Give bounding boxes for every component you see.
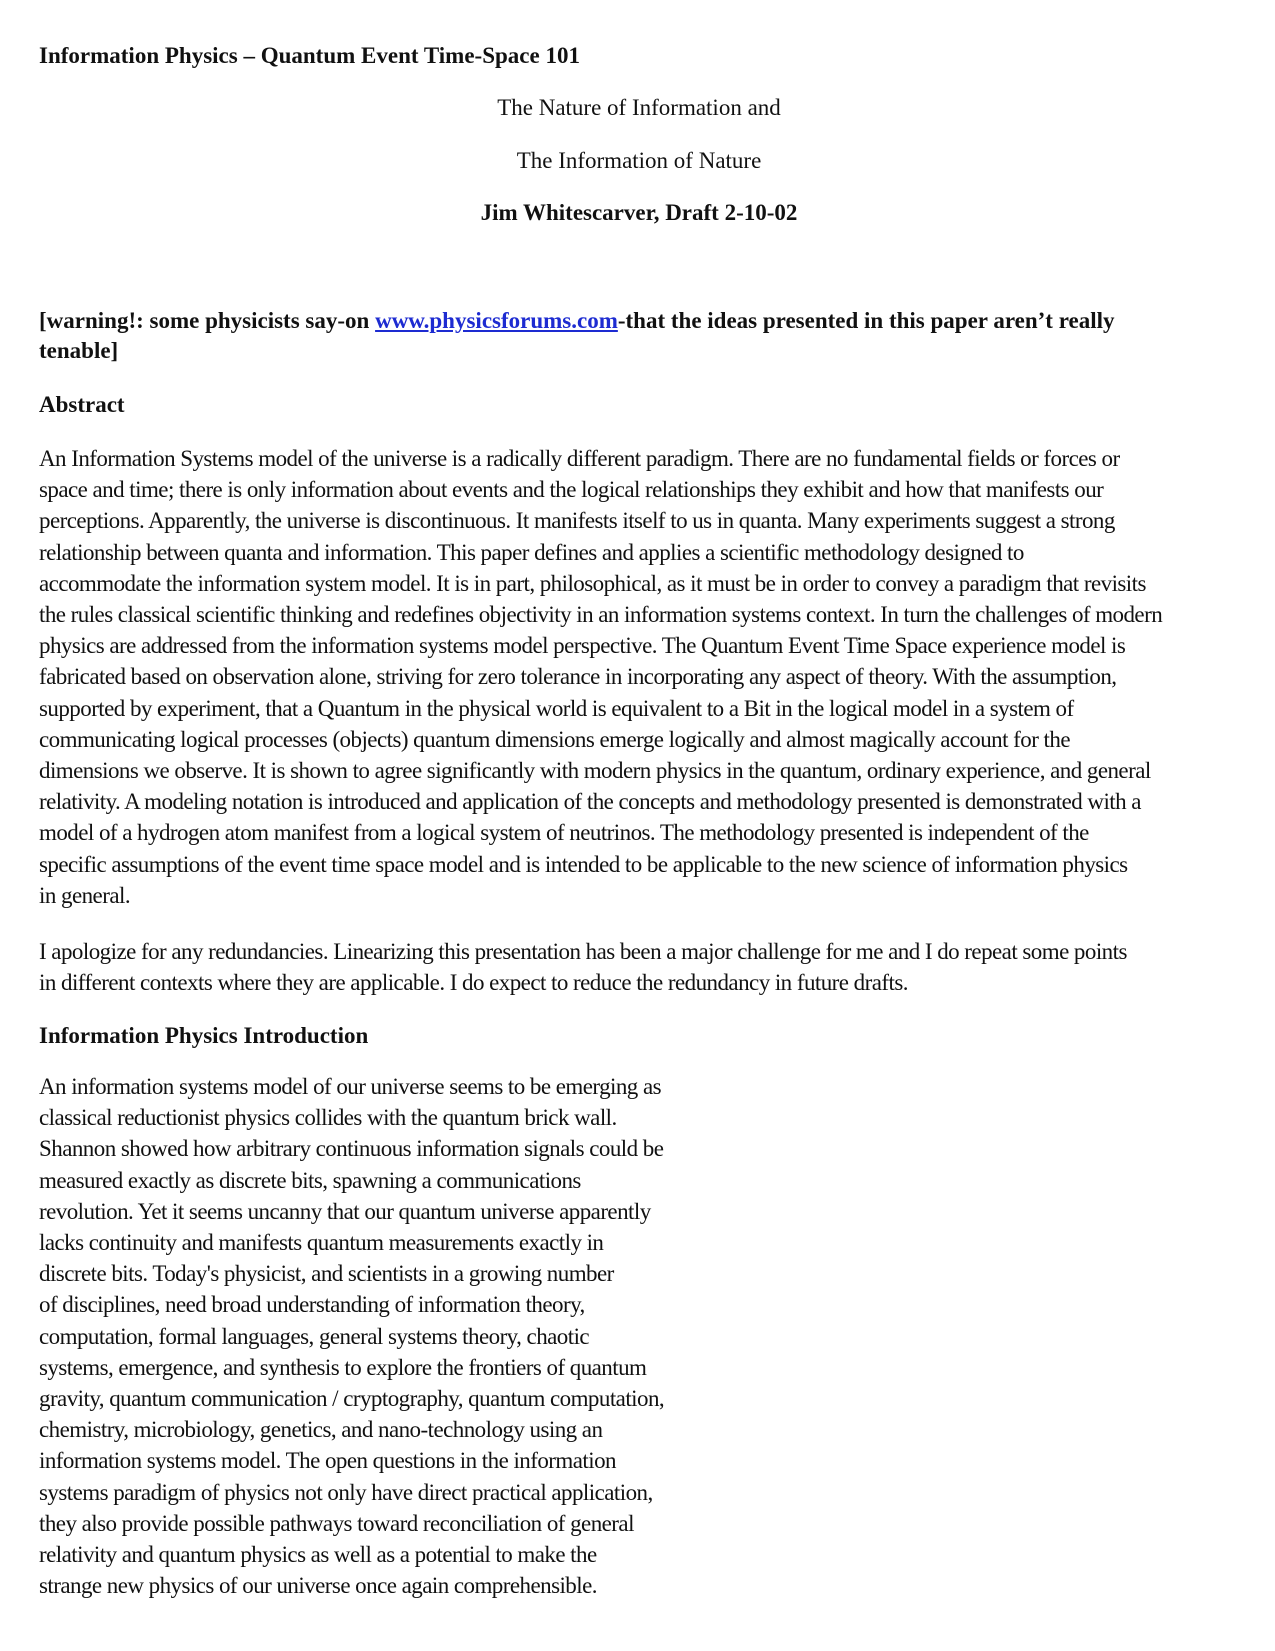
abstract-line: model of a hydrogen atom manifest from a logical system of neutrinos. The methodology presented is independent of the: [39, 820, 1089, 846]
apology-paragraph: [39, 936, 1239, 998]
warning-suffix: -that the ideas presented in this paper aren’t really: [617, 308, 1115, 333]
intro-line: systems paradigm of physics not only have direct practical application,: [39, 1479, 653, 1505]
document-heading: Information Physics – Quantum Event Time-Space 101: [39, 43, 580, 68]
title-line-1: The Nature of Information and: [497, 95, 781, 120]
author-line: Jim Whitescarver, Draft 2-10-02: [480, 200, 798, 225]
abstract-line: space and time; there is only information about events and the logical relationships they exhibit and how that manifests our: [39, 477, 1104, 503]
warning-line-2: tenable]: [39, 338, 119, 363]
warning-prefix: [warning!: some physicists say-on: [39, 308, 376, 333]
introduction-paragraph: [39, 1071, 719, 1601]
abstract-line: relationship between quanta and information. This paper defines and applies a scientific methodology designed to: [39, 539, 1024, 565]
warning-note: [39, 306, 1239, 366]
intro-line: lacks continuity and manifests quantum measurements exactly in: [39, 1230, 604, 1256]
intro-line: discrete bits. Today's physicist, and scientists in a growing number: [39, 1261, 614, 1287]
intro-line: strange new physics of our universe once again comprehensible.: [39, 1573, 597, 1599]
intro-line: Shannon showed how arbitrary continuous information signals could be: [39, 1136, 664, 1162]
intro-line: of disciplines, need broad understanding of information theory,: [39, 1292, 585, 1318]
abstract-line: communicating logical processes (objects) quantum dimensions emerge logically and almost magically account for the: [39, 726, 1070, 752]
abstract-line: the rules classical scientific thinking and redefines objectivity in an information systems context. In turn the challenges of modern: [39, 602, 1163, 628]
apology-line: in different contexts where they are applicable. I do expect to reduce the redundancy in future drafts.: [39, 970, 908, 996]
abstract-line: specific assumptions of the event time space model and is intended to be applicable to the new science of information physics: [39, 851, 1128, 877]
intro-line: revolution. Yet it seems uncanny that our quantum universe apparently: [39, 1198, 651, 1224]
title-line-2: The Information of Nature: [516, 148, 762, 173]
intro-line: gravity, quantum communication / cryptography, quantum computation,: [39, 1386, 665, 1412]
intro-line: computation, formal languages, general systems theory, chaotic: [39, 1323, 590, 1349]
physicsforums-link[interactable]: www.physicsforums.com: [375, 308, 618, 333]
abstract-paragraph: [39, 443, 1239, 911]
abstract-line: relativity. A modeling notation is introduced and application of the concepts and methodology presented is demonstrated with a: [39, 789, 1141, 815]
abstract-line: fabricated based on observation alone, striving for zero tolerance in incorporating any aspect of theory. With the assumption,: [39, 664, 1117, 690]
intro-line: chemistry, microbiology, genetics, and nano-technology using an: [39, 1417, 603, 1443]
intro-line: information systems model. The open questions in the information: [39, 1448, 616, 1474]
abstract-line: An Information Systems model of the universe is a radically different paradigm. There are no fundamental fields or forces or: [39, 446, 1120, 471]
intro-line: An information systems model of our universe seems to be emerging as: [39, 1074, 662, 1099]
abstract-line: dimensions we observe. It is shown to agree significantly with modern physics in the quantum, ordinary experience, and general: [39, 758, 1151, 784]
intro-line: relativity and quantum physics as well as a potential to make the: [39, 1542, 597, 1568]
warning-line-1: [39, 306, 1239, 336]
abstract-line: physics are addressed from the information systems model perspective. The Quantum Event Time Space experience model is: [39, 633, 1126, 659]
intro-line: they also provide possible pathways toward reconciliation of general: [39, 1510, 634, 1536]
intro-line: measured exactly as discrete bits, spawning a communications: [39, 1167, 581, 1193]
introduction-heading: Information Physics Introduction: [39, 1023, 369, 1048]
intro-line: systems, emergence, and synthesis to explore the frontiers of quantum: [39, 1354, 647, 1380]
apology-line: I apologize for any redundancies. Linearizing this presentation has been a major challenge for me and I do repeat some points: [39, 939, 1127, 964]
abstract-line: supported by experiment, that a Quantum in the physical world is equivalent to a Bit in the logical model in a system of: [39, 695, 1074, 721]
abstract-line: perceptions. Apparently, the universe is discontinuous. It manifests itself to us in quanta. Many experiments suggest a strong: [39, 508, 1115, 534]
abstract-heading: Abstract: [39, 392, 125, 417]
intro-line: classical reductionist physics collides with the quantum brick wall.: [39, 1105, 617, 1131]
abstract-line: in general.: [39, 882, 131, 908]
abstract-line: accommodate the information system model. It is in part, philosophical, as it must be in order to convey a paradigm that revisits: [39, 570, 1146, 596]
